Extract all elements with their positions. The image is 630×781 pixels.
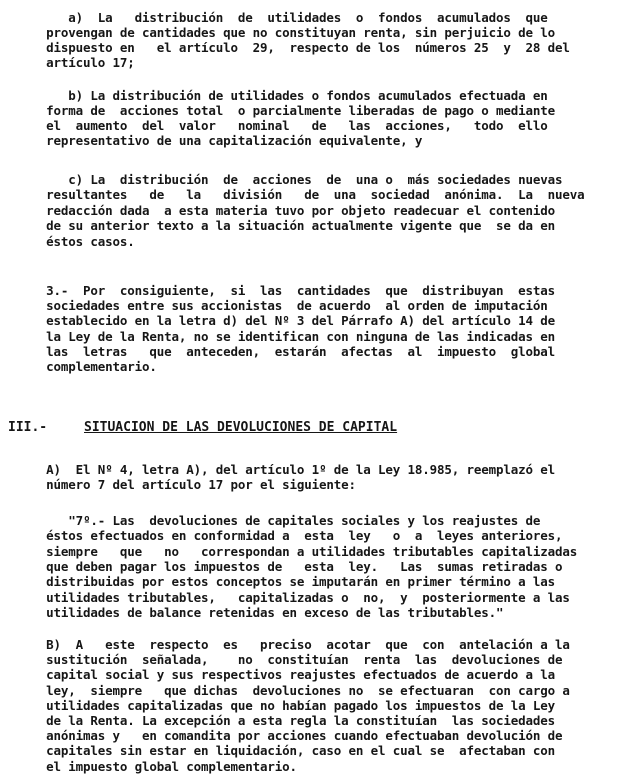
paragraph-B-line: capitales sin estar en liquidación, caso en el cual se afectaban con — [24, 743, 556, 759]
paragraph-a-line: dispuesto en el artículo 29, respecto de los números 25 y 28 del — [24, 40, 570, 55]
paragraph-b-line: forma de acciones total o parcialmente liberadas de pago o mediante — [24, 103, 556, 118]
paragraph-A-line: A) El Nº 4, letra A), del artículo 1º de la Ley 18.985, reemplazó el — [24, 462, 556, 477]
paragraph-B-line: capital social y sus respectivos reajustes efectuados de acuerdo a la — [24, 667, 556, 683]
paragraph-B-line: el impuesto global complementario. — [24, 758, 297, 774]
paragraph-B-line: ley, siempre que dichas devoluciones no se efectuaran con cargo a — [24, 682, 570, 698]
paragraph-B-line: utilidades capitalizadas que no habían pagado los impuestos de la Ley — [24, 697, 556, 713]
paragraph-c-line: resultantes de la división de una sociedad anónima. La nueva — [24, 187, 585, 203]
paragraph-a-line: artículo 17; — [24, 55, 135, 70]
paragraph-a-line: a) La distribución de utilidades o fondos acumulados que — [24, 10, 548, 25]
paragraph-p3-line: establecido en la letra d) del Nº 3 del Párrafo A) del artículo 14 de — [24, 313, 556, 329]
section-title: SITUACION DE LAS DEVOLUCIONES DE CAPITAL — [84, 420, 398, 435]
paragraph-quote-line: éstos efectuados en conformidad a esta ley o a leyes anteriores, — [24, 528, 563, 544]
paragraph-b-line: el aumento del valor nominal de las acciones, todo ello — [24, 118, 548, 133]
paragraph-b-line: representativo de una capitalización equivalente, y — [24, 133, 423, 148]
paragraph-B-line: B) A este respecto es preciso acotar que con antelación a la — [24, 637, 570, 652]
paragraph-quote-line: siempre que no correspondan a utilidades tributables capitalizadas — [24, 543, 578, 559]
paragraph-quote-line: utilidades tributables, capitalizadas o no, y posteriormente a las — [24, 589, 570, 605]
paragraph-p3-line: complementario. — [24, 359, 157, 374]
paragraph-c-line: éstos casos. — [24, 233, 135, 249]
paragraph-B-line: anónimas y en comandita por acciones cuando efectuaban devolución de — [24, 728, 563, 744]
paragraph-quote-line: utilidades de balance retenidas en exceso de las tributables." — [24, 604, 504, 620]
paragraph-p3-line: la Ley de la Renta, no se identifican con ninguna de las indicadas en — [24, 328, 556, 344]
paragraph-quote-line: distribuidas por estos conceptos se imputarán en primer término a las — [24, 574, 556, 590]
paragraph-b-line: b) La distribución de utilidades o fondos acumulados efectuada en — [24, 88, 548, 103]
paragraph-a-line: provengan de cantidades que no constituyan renta, sin perjuicio de lo — [24, 25, 556, 40]
paragraph-B-line: sustitución señalada, no constituían renta las devoluciones de — [24, 652, 563, 668]
paragraph-c-line: c) La distribución de acciones de una o más sociedades nuevas — [24, 172, 563, 187]
paragraph-p3-line: las letras que anteceden, estarán afectas al impuesto global — [24, 343, 556, 359]
paragraph-p3-line: sociedades entre sus accionistas de acuerdo al orden de imputación — [24, 298, 548, 314]
paragraph-p3-line: 3.- Por consiguiente, si las cantidades que distribuyan estas — [24, 283, 556, 298]
paragraph-A-line: número 7 del artículo 17 por el siguiente: — [24, 477, 356, 492]
paragraph-quote-line: "7º.- Las devoluciones de capitales sociales y los reajustes de — [24, 513, 541, 528]
paragraph-quote-line: que deben pagar los impuestos de esta ley. Las sumas retiradas o — [24, 558, 563, 574]
section-number: III.- — [8, 420, 48, 435]
paragraph-c-line: redacción dada a esta materia tuvo por objeto readecuar el contenido — [24, 202, 556, 218]
paragraph-c-line: de su anterior texto a la situación actualmente vigente que se da en — [24, 218, 556, 234]
paragraph-B-line: de la Renta. La excepción a esta regla la constituían las sociedades — [24, 713, 556, 728]
